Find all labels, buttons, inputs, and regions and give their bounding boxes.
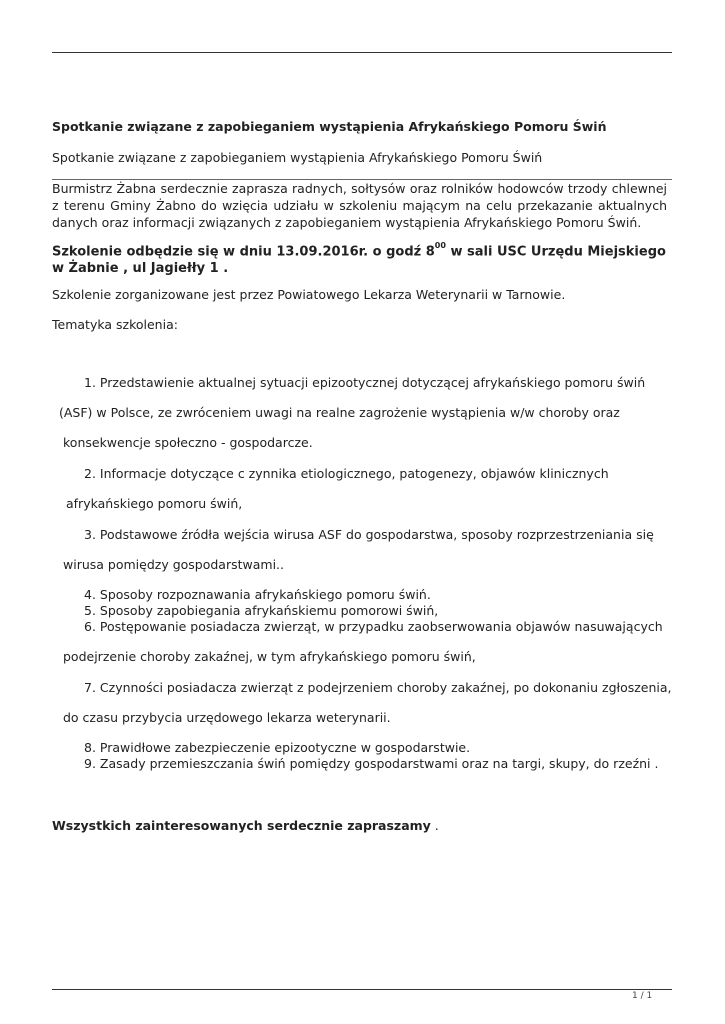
topic-line: 8. Prawidłowe zabezpieczenie epizootyczne w gospodarstwie.: [84, 740, 471, 755]
topic-line: afrykańskiego pomoru świń,: [66, 496, 243, 511]
date-text: Szkolenie odbędzie się w dniu 13.09.2016r. o godź 8: [52, 244, 435, 260]
page-number: 1 / 1: [632, 991, 653, 1001]
topic-line: (ASF) w Polsce, ze zwróceniem uwagi na realne zagrożenie wystąpienia w/w choroby oraz: [59, 405, 620, 420]
topic-line: wirusa pomiędzy gospodarstwami..: [63, 557, 284, 572]
topic-line: 1. Przedstawienie aktualnej sytuacji epizootycznej dotyczącej afrykańskiego pomoru świń: [84, 375, 646, 390]
closing-tail: .: [430, 818, 439, 833]
topic-line: 6. Postępowanie posiadacza zwierząt, w przypadku zaobserwowania objawów nasuwających: [84, 619, 663, 634]
topics-label: Tematyka szkolenia:: [52, 317, 178, 332]
topic-line: 4. Sposoby rozpoznawania afrykańskiego pomoru świń.: [84, 587, 431, 602]
topic-line: 7. Czynności posiadacza zwierząt z podejrzeniem choroby zakaźnej, po dokonaniu zgłoszenia,: [84, 680, 672, 695]
intro-paragraph: Burmistrz Żabna serdecznie zaprasza radnych, sołtysów oraz rolników hodowców trzody chlewnej z terenu Gminy Żabno do wzięcia udziału w szkoleniu mającym na celu przekazanie aktualnych danych oraz informacji związanych z zapobieganiem wystąpienia Afrykańskiego Pomoru Świń.: [52, 181, 667, 230]
page-title: Spotkanie związane z zapobieganiem wystąpienia Afrykańskiego Pomoru Świń: [52, 119, 607, 134]
training-date: [52, 239, 667, 277]
topic-line: podejrzenie choroby zakaźnej, w tym afrykańskiego pomoru świń,: [63, 649, 476, 664]
page-subtitle: Spotkanie związane z zapobieganiem wystąpienia Afrykańskiego Pomoru Świń: [52, 150, 543, 165]
bottom-rule: [52, 989, 672, 990]
topic-line: do czasu przybycia urzędowego lekarza weterynarii.: [63, 710, 391, 725]
top-rule: [52, 52, 672, 53]
topic-line: 3. Podstawowe źródła wejścia wirusa ASF do gospodarstwa, sposoby rozprzestrzeniania się: [84, 527, 654, 542]
closing-bold: Wszystkich zainteresowanych serdecznie zapraszamy: [52, 818, 431, 833]
topic-line: 2. Informacje dotyczące c zynnika etiologicznego, patogenezy, objawów klinicznych: [84, 466, 609, 481]
organizer-text: Szkolenie zorganizowane jest przez Powiatowego Lekarza Weterynarii w Tarnowie.: [52, 287, 566, 302]
topic-line: 5. Sposoby zapobiegania afrykańskiemu pomorowi świń,: [84, 603, 439, 618]
topic-line: 9. Zasady przemieszczania świń pomiędzy gospodarstwami oraz na targi, skupy, do rzeźni .: [84, 756, 659, 771]
date-superscript: 00: [434, 241, 446, 250]
date-location: w sali USC Urzędu Miejskiego w Żabnie , ul Jagiełły 1 .: [52, 244, 666, 277]
topic-line: konsekwencje społeczno - gospodarcze.: [63, 435, 313, 450]
closing-line: [52, 817, 667, 834]
